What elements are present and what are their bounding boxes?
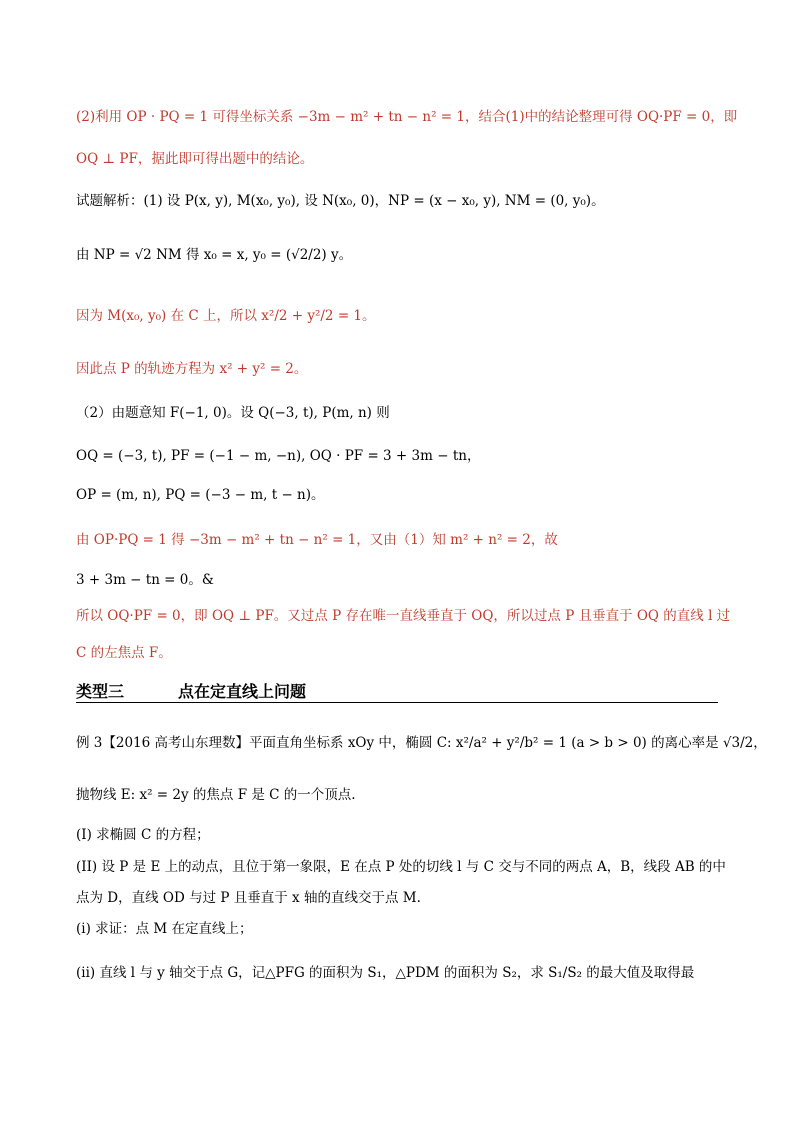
text-line-15: 抛物线 E: x² = 2y 的焦点 F 是 C 的一个顶点. [76,787,356,803]
text-line-5: 因为 M(x₀, y₀) 在 C 上，所以 x²/2 + y²/2 = 1。 [76,308,376,324]
text-line-4: 由 NP = √2 NM 得 x₀ = x, y₀ = (√2/2) y。 [76,247,353,263]
text-line-3: 试题解析：(1) 设 P(x, y), M(x₀, y₀), 设 N(x₀, 0)，NP = (x − x₀, y), NM = (0, y₀)。 [76,193,605,209]
text-line-18: 点为 D，直线 OD 与过 P 且垂直于 x 轴的直线交于点 M. [76,890,421,906]
section-label: 类型三 [76,682,125,701]
text-line-13: C 的左焦点 F。 [76,645,172,661]
text-line-8: OQ = (−3, t), PF = (−1 − m, −n), OQ · PF = 3 + 3m − tn， [76,448,481,464]
text-line-20: (ii) 直线 l 与 y 轴交于点 G，记△PFG 的面积为 S₁，△PDM 的面积为 S₂，求 S₁/S₂ 的最大值及取得最 [76,965,695,981]
text-line-10: 由 OP·PQ = 1 得 −3m − m² + tn − n² = 1，又由（1）知 m² + n² = 2，故 [76,532,558,548]
section-underline [76,702,718,703]
text-line-7: （2）由题意知 F(−1, 0)。设 Q(−3, t), P(m, n) 则 [76,405,390,421]
text-line-16: (I) 求椭圆 C 的方程； [76,827,210,843]
text-line-2: OQ ⊥ PF，据此即可得出题中的结论。 [76,151,314,167]
text-line-9: OP = (m, n), PQ = (−3 − m, t − n)。 [76,487,325,503]
text-line-11: 3 + 3m − tn = 0。& [76,572,214,588]
section-heading [76,679,306,702]
text-line-14: 例 3【2016 高考山东理数】平面直角坐标系 xOy 中，椭圆 C: x²/a² + y²/b² = 1 (a > b > 0) 的离心率是 √3/2， [76,735,767,751]
text-line-1: (2)利用 OP · PQ = 1 可得坐标关系 −3m − m² + tn − n² = 1，结合(1)中的结论整理可得 OQ·PF = 0，即 [76,109,738,125]
text-line-19: (i) 求证：点 M 在定直线上； [76,921,253,937]
text-line-6: 因此点 P 的轨迹方程为 x² + y² = 2。 [76,361,308,377]
text-line-17: (II) 设 P 是 E 上的动点，且位于第一象限，E 在点 P 处的切线 l 与 C 交与不同的两点 A，B，线段 AB 的中 [76,859,726,875]
text-line-12: 所以 OQ·PF = 0，即 OQ ⊥ PF。又过点 P 存在唯一直线垂直于 OQ，所以过点 P 且垂直于 OQ 的直线 l 过 [76,608,731,624]
section-title: 点在定直线上问题 [178,682,307,701]
